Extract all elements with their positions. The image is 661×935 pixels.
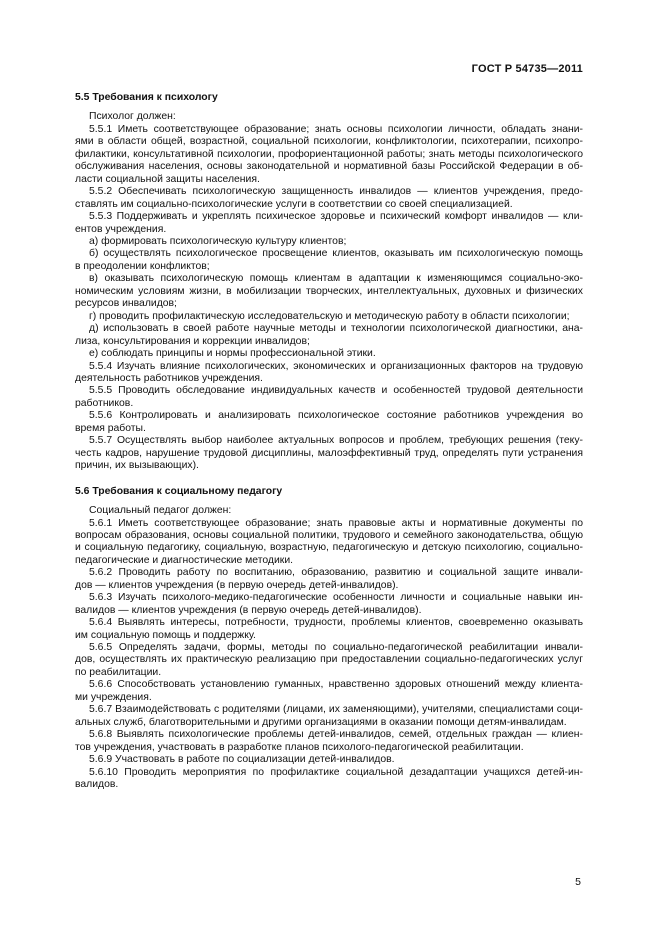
text-line: по реабилитации. <box>75 666 162 678</box>
text-line: 5.5.5 Проводить обследование индивидуальных качеств и особенностей трудовой деятельности <box>89 385 583 397</box>
text-line: обслуживания населения, основы законодательной и нормативной базы Российской Федерации в об- <box>75 161 583 173</box>
text-line: 5.5.3 Поддерживать и укреплять психическое здоровье и психический комфорт инвалидов — кли- <box>89 211 583 223</box>
document-header-code: ГОСТ Р 54735—2011 <box>471 63 583 75</box>
text-line: 5.6.10 Проводить мероприятия по профилактике социальной дезадаптации учащихся детей-ин- <box>89 766 583 778</box>
text-line: валидов. <box>75 779 119 791</box>
text-line: 5.6.6 Способствовать установлению гуманных, нравственно здоровых отношений между клиента- <box>89 679 583 691</box>
text-line: причин, их вызывающих). <box>75 460 199 472</box>
text-line: филактики, консультативной психологии, профориентационной работы; знать методы психологического <box>75 148 583 160</box>
text-line: в) оказывать психологическую помощь клиентам в адаптации к изменяющимся социально-эко- <box>89 273 583 285</box>
text-line: Психолог должен: <box>89 111 176 123</box>
text-line: ресурсов инвалидов; <box>75 298 177 310</box>
text-line: тов учреждения, участвовать в разработке планов психолого-педагогической реабилитации. <box>75 741 524 753</box>
paragraph <box>75 592 583 617</box>
paragraph <box>75 348 583 360</box>
text-line: дов, осуществлять их практическую реализацию при предоставлении социально-педагогических услуг <box>75 654 583 666</box>
paragraph <box>75 617 583 642</box>
text-line: время работы. <box>75 422 146 434</box>
text-line: ентов учреждения. <box>75 223 167 235</box>
paragraph <box>75 410 583 435</box>
paragraph <box>75 236 583 248</box>
text-line: деятельность работников учреждения. <box>75 372 263 384</box>
paragraph <box>75 385 583 410</box>
paragraph <box>75 642 583 679</box>
paragraph <box>75 767 583 792</box>
text-line: 5.5.1 Иметь соответствующее образование; знать основы психологии личности, обладать знани- <box>89 123 583 135</box>
text-line: д) использовать в своей работе научные методы и технологии психологической диагностики, ана- <box>89 323 583 335</box>
paragraph <box>75 754 583 766</box>
text-line: б) осуществлять психологическое просвещение клиентов, оказывать им психологическую помощь <box>89 248 583 260</box>
paragraph <box>75 518 583 568</box>
paragraph <box>75 323 583 348</box>
text-line: в преодолении конфликтов; <box>75 260 210 272</box>
text-line: ставлять им социально-психологические услуги в соответствии со своей специализацией. <box>75 198 513 210</box>
paragraph <box>75 248 583 273</box>
paragraph <box>75 361 583 386</box>
text-line: 5.6.9 Участвовать в работе по социализации детей-инвалидов. <box>89 754 395 766</box>
text-line: педагогические и диагностические методики. <box>75 554 294 566</box>
paragraph <box>75 729 583 754</box>
text-line: и социальную педагогику, социальную, возрастную, педагогическую и детскую психологию, социально- <box>75 542 583 554</box>
text-line: 5.6.1 Иметь соответствующее образование; знать правовые акты и нормативные документы по <box>89 517 583 529</box>
paragraph <box>75 435 583 472</box>
text-line: работников. <box>75 397 134 409</box>
text-line: ласти социальной защиты населения. <box>75 173 260 185</box>
paragraph <box>75 704 583 729</box>
paragraph <box>75 567 583 592</box>
document-body <box>75 92 583 791</box>
page-number: 5 <box>575 876 581 888</box>
paragraph <box>75 211 583 236</box>
paragraph <box>75 505 583 517</box>
text-line: номическим условиям жизни, в мобилизации творческих, интеллектуальных, духовных и физических <box>75 285 583 297</box>
text-line: 5.6.2 Проводить работу по воспитанию, образованию, развитию и социальной защите инвали- <box>89 567 583 579</box>
text-line: альных служб, благотворительными и другими организациями в оказании помощи детям-инвалидам. <box>75 716 567 728</box>
paragraph <box>75 679 583 704</box>
text-line: 5.5.4 Изучать влияние психологических, экономических и организационных факторов на трудовую <box>89 360 583 372</box>
text-line: честь кадров, нарушение трудовой дисциплины, малоэффективный труд, определять пути устранения <box>75 447 583 459</box>
text-line: 5.5.6 Контролировать и анализировать психологическое состояние работников учреждения во <box>89 410 583 422</box>
paragraph <box>75 124 583 186</box>
text-line: дов — клиентов учреждения (в первую очередь детей-инвалидов). <box>75 579 399 591</box>
paragraph <box>75 111 583 123</box>
text-line: а) формировать психологическую культуру клиентов; <box>89 235 347 247</box>
text-line: 5.5.7 Осуществлять выбор наиболее актуальных вопросов и проблем, требующих решения (теку- <box>89 435 583 447</box>
text-line: 5.6.4 Выявлять интересы, потребности, трудности, проблемы клиентов, своевременно оказывать <box>89 617 583 629</box>
text-line: им социальную помощь и поддержку. <box>75 629 256 641</box>
text-line: 5.6.7 Взаимодействовать с родителями (лицами, их заменяющими), учителями, специалистами соци- <box>89 704 583 716</box>
text-line: валидов — клиентов учреждения (в первую очередь детей-инвалидов). <box>75 604 422 616</box>
section-title: 5.5 Требования к психологу <box>75 92 218 103</box>
text-line: Социальный педагог должен: <box>89 505 232 517</box>
paragraph <box>75 311 583 323</box>
text-line: г) проводить профилактическую исследовательскую и методическую работу в области психологии; <box>89 310 570 322</box>
text-line: лиза, консультирования и коррекции инвалидов; <box>75 335 310 347</box>
paragraph <box>75 186 583 211</box>
text-line: вопросам образования, основы социальной политики, трудового и семейного законодательства, общую <box>75 529 583 541</box>
text-line: 5.6.3 Изучать психолого-медико-педагогические особенности личности и социальные навыки ин- <box>89 592 583 604</box>
text-line: ями в области общей, возрастной, социальной психологии, конфликтологии, психотерапии, психопро- <box>75 136 583 148</box>
text-line: ми учреждения. <box>75 691 152 703</box>
text-line: 5.5.2 Обеспечивать психологическую защищенность инвалидов — клиентов учреждения, предо- <box>89 186 583 198</box>
text-line: е) соблюдать принципы и нормы профессиональной этики. <box>89 348 376 360</box>
section-title: 5.6 Требования к социальному педагогу <box>75 485 283 497</box>
paragraph <box>75 273 583 310</box>
text-line: 5.6.8 Выявлять психологические проблемы детей-инвалидов, семей, отдельных граждан — клиен- <box>89 729 583 741</box>
text-line: 5.6.5 Определять задачи, формы, методы по социально-педагогической реабилитации инвали- <box>89 642 583 654</box>
